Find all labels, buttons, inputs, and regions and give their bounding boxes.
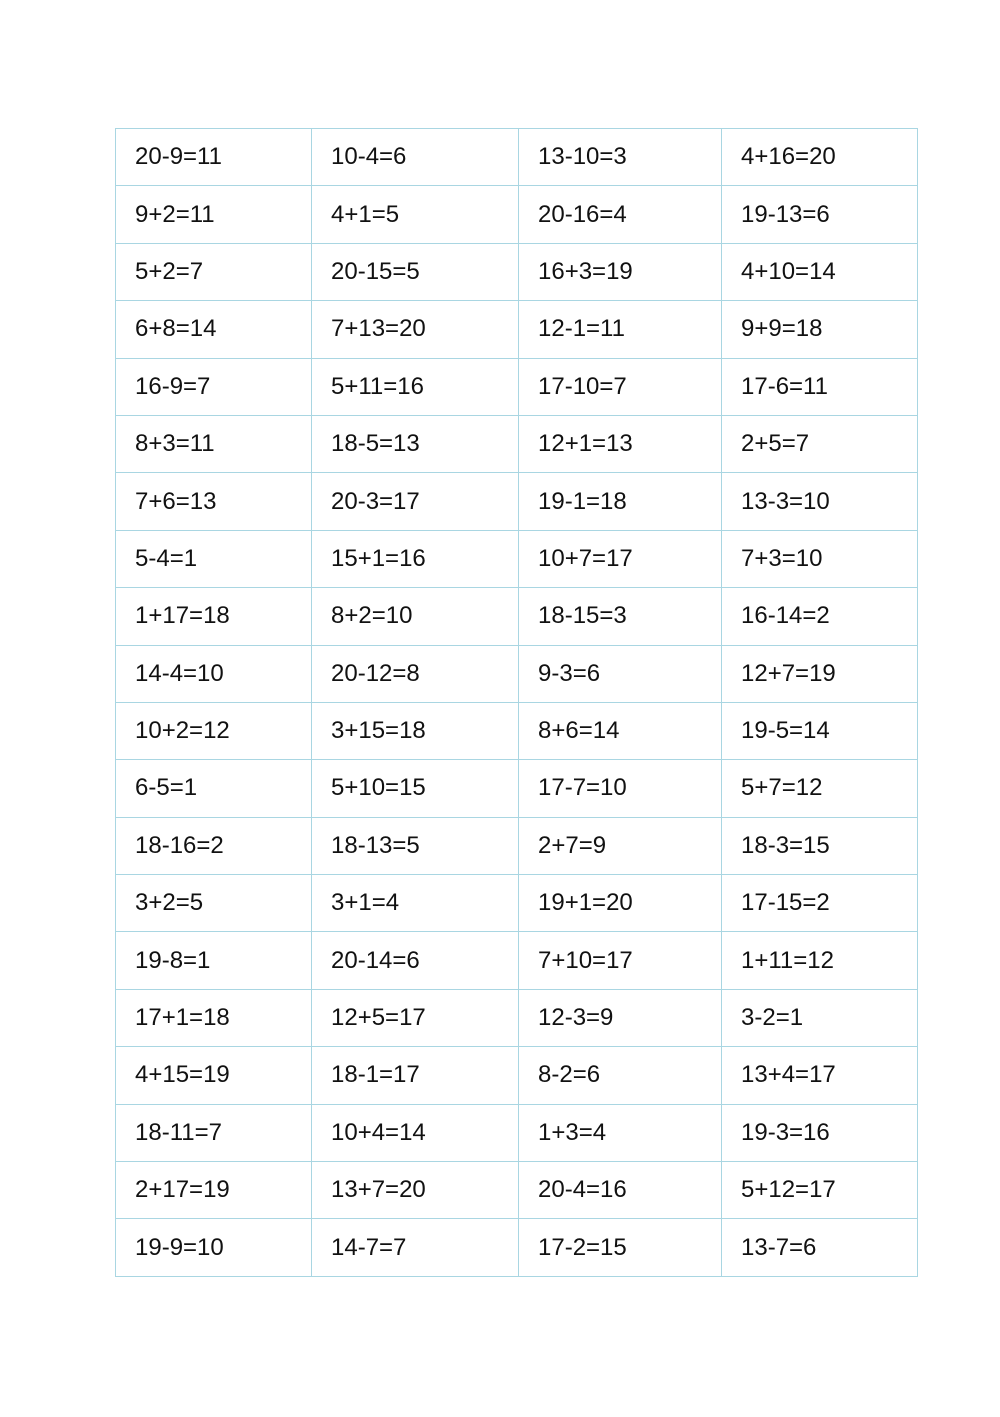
equation-cell: 10+4=14	[312, 1104, 519, 1161]
table-row	[116, 473, 918, 530]
equation-cell: 17-10=7	[519, 358, 722, 415]
equation-cell: 20-14=6	[312, 932, 519, 989]
equation-cell: 19+1=20	[519, 875, 722, 932]
equation-cell: 16-14=2	[722, 588, 918, 645]
equation-cell: 19-13=6	[722, 186, 918, 243]
table-row	[116, 817, 918, 874]
table-row	[116, 1104, 918, 1161]
equation-cell: 20-15=5	[312, 243, 519, 300]
table-row	[116, 875, 918, 932]
equation-cell: 3-2=1	[722, 989, 918, 1046]
equation-cell: 14-7=7	[312, 1219, 519, 1276]
equation-cell: 8-2=6	[519, 1047, 722, 1104]
equation-cell: 16+3=19	[519, 243, 722, 300]
equation-cell: 19-1=18	[519, 473, 722, 530]
equation-cell: 3+15=18	[312, 702, 519, 759]
equation-cell: 1+3=4	[519, 1104, 722, 1161]
equation-cell: 4+10=14	[722, 243, 918, 300]
equation-cell: 20-4=16	[519, 1162, 722, 1219]
equation-cell: 8+6=14	[519, 702, 722, 759]
table-row	[116, 243, 918, 300]
table-row	[116, 301, 918, 358]
equation-cell: 20-16=4	[519, 186, 722, 243]
table-row	[116, 645, 918, 702]
equation-cell: 13-10=3	[519, 129, 722, 186]
equation-cell: 12+5=17	[312, 989, 519, 1046]
equation-cell: 2+7=9	[519, 817, 722, 874]
equation-cell: 5+11=16	[312, 358, 519, 415]
table-row	[116, 760, 918, 817]
equation-cell: 6-5=1	[116, 760, 312, 817]
equation-cell: 16-9=7	[116, 358, 312, 415]
table-row	[116, 129, 918, 186]
equation-cell: 17-2=15	[519, 1219, 722, 1276]
equation-cell: 15+1=16	[312, 530, 519, 587]
equation-cell: 2+17=19	[116, 1162, 312, 1219]
table-row	[116, 1047, 918, 1104]
equation-cell: 20-12=8	[312, 645, 519, 702]
equation-cell: 14-4=10	[116, 645, 312, 702]
equation-cell: 4+15=19	[116, 1047, 312, 1104]
equation-cell: 4+16=20	[722, 129, 918, 186]
table-row	[116, 702, 918, 759]
table-row	[116, 186, 918, 243]
equation-cell: 13-7=6	[722, 1219, 918, 1276]
equation-cell: 19-9=10	[116, 1219, 312, 1276]
table-row	[116, 989, 918, 1046]
table-row	[116, 415, 918, 472]
equation-cell: 19-8=1	[116, 932, 312, 989]
equation-cell: 17+1=18	[116, 989, 312, 1046]
equation-cell: 3+1=4	[312, 875, 519, 932]
equation-cell: 13-3=10	[722, 473, 918, 530]
table-row	[116, 932, 918, 989]
equation-table-body	[116, 129, 918, 1277]
equation-cell: 4+1=5	[312, 186, 519, 243]
equation-cell: 12+1=13	[519, 415, 722, 472]
table-row	[116, 530, 918, 587]
equation-cell: 18-15=3	[519, 588, 722, 645]
table-row	[116, 1219, 918, 1276]
equation-cell: 12+7=19	[722, 645, 918, 702]
equation-cell: 18-13=5	[312, 817, 519, 874]
table-row	[116, 358, 918, 415]
equation-cell: 5+12=17	[722, 1162, 918, 1219]
equation-cell: 20-3=17	[312, 473, 519, 530]
equation-cell: 18-11=7	[116, 1104, 312, 1161]
equation-cell: 5-4=1	[116, 530, 312, 587]
equation-cell: 19-3=16	[722, 1104, 918, 1161]
equation-cell: 5+7=12	[722, 760, 918, 817]
equation-cell: 17-6=11	[722, 358, 918, 415]
equation-cell: 18-1=17	[312, 1047, 519, 1104]
equation-cell: 7+10=17	[519, 932, 722, 989]
equation-cell: 8+3=11	[116, 415, 312, 472]
equation-cell: 5+2=7	[116, 243, 312, 300]
equation-table	[115, 128, 918, 1277]
equation-cell: 5+10=15	[312, 760, 519, 817]
equation-cell: 8+2=10	[312, 588, 519, 645]
equation-cell: 12-3=9	[519, 989, 722, 1046]
equation-cell: 18-16=2	[116, 817, 312, 874]
equation-cell: 1+11=12	[722, 932, 918, 989]
equation-cell: 7+13=20	[312, 301, 519, 358]
equation-cell: 17-7=10	[519, 760, 722, 817]
equation-cell: 9+2=11	[116, 186, 312, 243]
equation-cell: 19-5=14	[722, 702, 918, 759]
equation-cell: 9-3=6	[519, 645, 722, 702]
equation-cell: 9+9=18	[722, 301, 918, 358]
equation-cell: 7+3=10	[722, 530, 918, 587]
equation-cell: 7+6=13	[116, 473, 312, 530]
equation-cell: 12-1=11	[519, 301, 722, 358]
equation-cell: 13+4=17	[722, 1047, 918, 1104]
equation-cell: 17-15=2	[722, 875, 918, 932]
equation-cell: 10-4=6	[312, 129, 519, 186]
table-row	[116, 588, 918, 645]
equation-cell: 18-3=15	[722, 817, 918, 874]
table-row	[116, 1162, 918, 1219]
equation-cell: 18-5=13	[312, 415, 519, 472]
equation-cell: 2+5=7	[722, 415, 918, 472]
equation-cell: 10+2=12	[116, 702, 312, 759]
equation-cell: 10+7=17	[519, 530, 722, 587]
equation-cell: 6+8=14	[116, 301, 312, 358]
equation-cell: 3+2=5	[116, 875, 312, 932]
equation-cell: 1+17=18	[116, 588, 312, 645]
equation-cell: 13+7=20	[312, 1162, 519, 1219]
equation-cell: 20-9=11	[116, 129, 312, 186]
